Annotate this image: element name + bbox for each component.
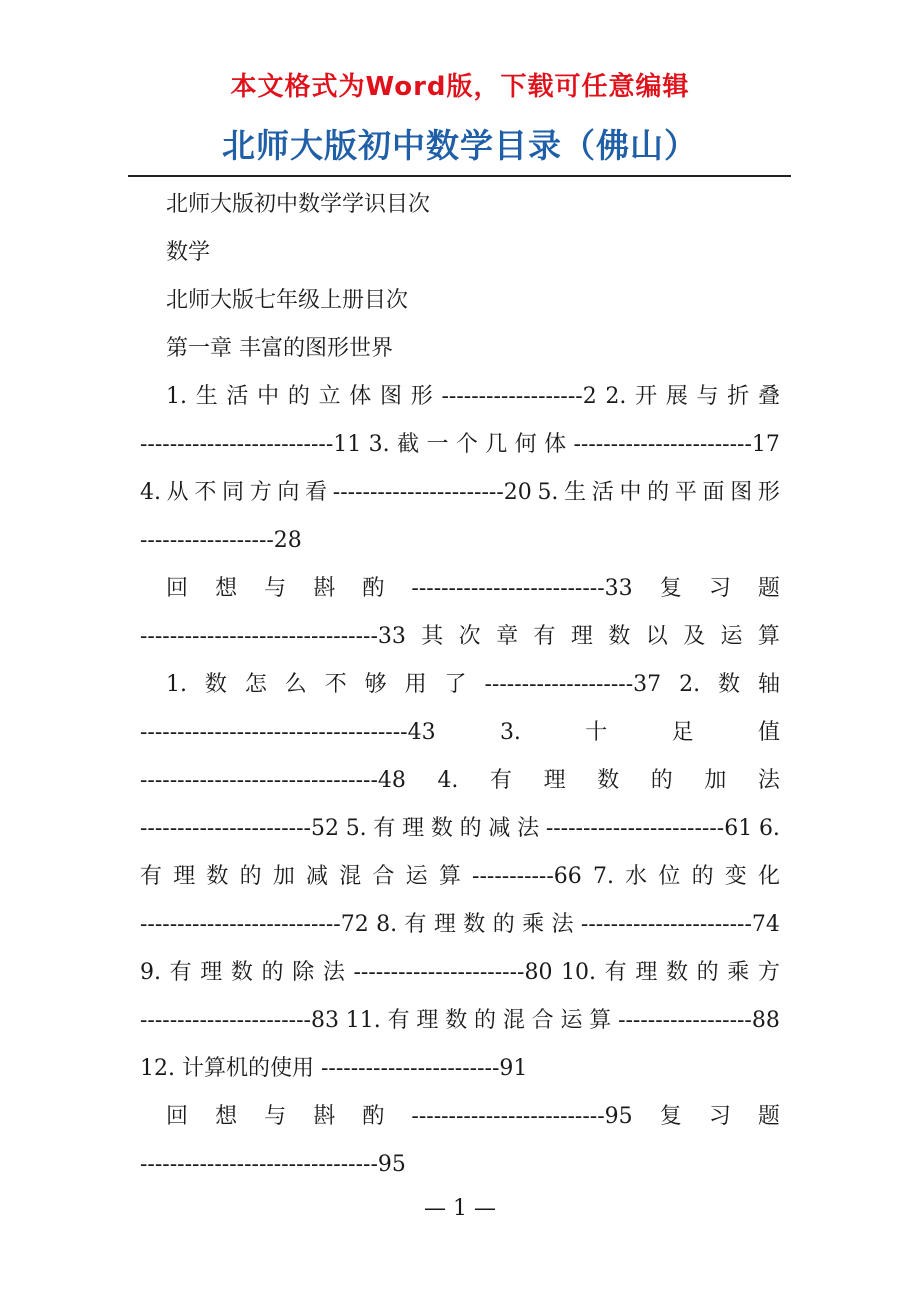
- toc-token: 算: [757, 624, 780, 649]
- toc-token: --------------------------------48: [140, 768, 406, 793]
- toc-token: 中: [257, 384, 280, 409]
- toc-token: 6.: [758, 816, 780, 841]
- toc-token: 的: [459, 816, 482, 841]
- toc-token: 用: [404, 672, 427, 697]
- toc-token: 向: [277, 480, 300, 505]
- toc-token: 的: [239, 864, 262, 889]
- toc-token: 理: [635, 960, 658, 985]
- toc-token: 斟: [313, 1104, 336, 1129]
- toc-token: 平: [674, 480, 697, 505]
- toc-line: [166, 382, 780, 412]
- toc-token: 乘: [522, 912, 545, 937]
- toc-token: 生: [564, 480, 587, 505]
- toc-token: 个: [455, 432, 478, 457]
- toc-token: 不: [324, 672, 347, 697]
- toc-token: -----------------------20: [332, 480, 532, 505]
- toc-token: -------------------2: [441, 384, 597, 409]
- toc-token: 5.: [537, 480, 559, 505]
- toc-token: 习: [708, 576, 731, 601]
- toc-token: 足: [671, 720, 694, 745]
- toc-token: 有: [169, 960, 192, 985]
- toc-token: 合: [531, 1008, 554, 1033]
- toc-token: --------------------------------95: [140, 1152, 406, 1177]
- toc-token: 数: [445, 1008, 468, 1033]
- toc-token: 形: [410, 384, 433, 409]
- toc-token: 理: [402, 816, 425, 841]
- toc-token: 数: [463, 912, 486, 937]
- toc-token: 2.: [605, 384, 627, 409]
- toc-token: 数: [608, 624, 631, 649]
- toc-token: 回: [166, 1104, 189, 1129]
- toc-token: 8.: [376, 912, 398, 937]
- toc-token: 变: [724, 864, 747, 889]
- toc-token: 的: [261, 960, 284, 985]
- toc-token: 1.: [166, 672, 187, 697]
- toc-token: 体: [349, 384, 372, 409]
- toc-token: 的: [287, 384, 310, 409]
- toc-token: 活: [226, 384, 249, 409]
- toc-token: 活: [591, 480, 614, 505]
- toc-token: 有: [373, 816, 396, 841]
- toc-token: 运: [720, 624, 743, 649]
- toc-token: 加: [272, 864, 295, 889]
- toc-token: 面: [702, 480, 725, 505]
- toc-token: 与: [264, 576, 287, 601]
- toc-token: 数: [230, 960, 253, 985]
- toc-token: 题: [757, 1104, 780, 1129]
- toc-line: [166, 574, 780, 604]
- toc-line: [140, 526, 780, 556]
- toc-line: [140, 1150, 780, 1180]
- toc-token: 与: [264, 1104, 287, 1129]
- toc-token: 混: [502, 1008, 525, 1033]
- toc-line: [140, 814, 780, 844]
- toc-token: ---------------------------72: [140, 912, 369, 937]
- toc-token: 习: [708, 1104, 731, 1129]
- chapter-heading: 第一章 丰富的图形世界: [166, 336, 393, 361]
- toc-token: 截: [397, 432, 420, 457]
- volume-heading: 北师大版七年级上册目次: [166, 288, 409, 313]
- toc-token: 运: [405, 864, 428, 889]
- toc-token: 一: [426, 432, 449, 457]
- toc-token: 够: [364, 672, 387, 697]
- toc-token: 开: [635, 384, 658, 409]
- toc-token: -----------------------80: [353, 960, 553, 985]
- toc-token: 数: [204, 672, 227, 697]
- toc-token: 值: [757, 720, 780, 745]
- toc-token: 轴: [757, 672, 780, 697]
- toc-token: 复: [659, 1104, 682, 1129]
- intro-line: 北师大版初中数学学识目次: [166, 192, 431, 217]
- toc-token: 怎: [244, 672, 267, 697]
- toc-token: 法: [757, 768, 780, 793]
- toc-token: 图: [730, 480, 753, 505]
- toc-token: --------------------------95: [411, 1104, 633, 1129]
- toc-token: 同: [222, 480, 245, 505]
- toc-token: --------------------------------33: [140, 624, 406, 649]
- toc-token: 4.: [140, 480, 161, 505]
- title-divider: [128, 175, 791, 177]
- toc-line: [140, 1054, 780, 1084]
- toc-token: 形: [757, 480, 780, 505]
- toc-token: 11.: [345, 1008, 381, 1033]
- toc-token: 位: [658, 864, 681, 889]
- toc-line: [140, 958, 780, 988]
- toc-token: 与: [696, 384, 719, 409]
- toc-token: 3.: [368, 432, 390, 457]
- toc-line: [140, 430, 780, 460]
- toc-token: 法: [517, 816, 540, 841]
- toc-token: 除: [292, 960, 315, 985]
- toc-token: 方: [757, 960, 780, 985]
- page-number: — 1 —: [424, 1196, 496, 1221]
- toc-token: --------------------------33: [411, 576, 633, 601]
- toc-line: [140, 862, 780, 892]
- toc-line: [166, 670, 780, 700]
- toc-token: 乘: [727, 960, 750, 985]
- toc-token: 想: [215, 576, 238, 601]
- toc-token: 么: [284, 672, 307, 697]
- toc-token: 理: [570, 624, 593, 649]
- toc-token: 7.: [592, 864, 614, 889]
- toc-token: 章: [496, 624, 519, 649]
- toc-token: ------------------88: [618, 1008, 780, 1033]
- toc-token: 12. 计算机的使用 ------------------------91: [140, 1056, 528, 1081]
- toc-token: 合: [372, 864, 395, 889]
- toc-token: 减: [488, 816, 511, 841]
- toc-token: 理: [416, 1008, 439, 1033]
- toc-token: 展: [665, 384, 688, 409]
- toc-token: ------------------------------------43: [140, 720, 436, 745]
- toc-token: 数: [597, 768, 620, 793]
- toc-line: [140, 718, 780, 748]
- toc-token: 理: [200, 960, 223, 985]
- toc-token: 从: [166, 480, 189, 505]
- toc-token: 及: [683, 624, 706, 649]
- toc-token: 有: [490, 768, 513, 793]
- toc-token: 回: [166, 576, 189, 601]
- toc-token: -----------------------83: [140, 1008, 339, 1033]
- toc-token: 生: [195, 384, 218, 409]
- toc-token: 几: [485, 432, 508, 457]
- toc-token: 减: [306, 864, 329, 889]
- toc-token: 十: [585, 720, 608, 745]
- toc-token: 4.: [437, 768, 459, 793]
- toc-line: [140, 1006, 780, 1036]
- toc-token: 法: [322, 960, 345, 985]
- toc-token: 理: [433, 912, 456, 937]
- toc-token: 数: [206, 864, 229, 889]
- toc-token: 折: [727, 384, 750, 409]
- toc-token: 的: [696, 960, 719, 985]
- toc-token: 不: [194, 480, 217, 505]
- toc-line: [140, 622, 780, 652]
- toc-token: 看: [305, 480, 328, 505]
- toc-token: 的: [474, 1008, 497, 1033]
- toc-token: 酌: [362, 576, 385, 601]
- toc-line: [140, 910, 780, 940]
- toc-token: -----------------------52: [140, 816, 339, 841]
- toc-token: 图: [380, 384, 403, 409]
- toc-token: 中: [619, 480, 642, 505]
- toc-token: 混: [339, 864, 362, 889]
- toc-line: [140, 766, 780, 796]
- toc-token: 想: [215, 1104, 238, 1129]
- toc-token: 算: [438, 864, 461, 889]
- toc-token: 立: [318, 384, 341, 409]
- toc-token: 题: [757, 576, 780, 601]
- toc-token: --------------------37: [484, 672, 662, 697]
- page-title: 北师大版初中数学目录（佛山）: [222, 126, 698, 165]
- toc-token: -----------------------74: [580, 912, 780, 937]
- toc-token: ------------------28: [140, 528, 302, 553]
- toc-token: 10.: [561, 960, 597, 985]
- toc-token: 何: [514, 432, 537, 457]
- toc-token: 有: [533, 624, 556, 649]
- toc-token: 5.: [345, 816, 367, 841]
- toc-token: 有: [604, 960, 627, 985]
- toc-line: [140, 478, 780, 508]
- toc-token: 数: [665, 960, 688, 985]
- toc-token: 的: [647, 480, 670, 505]
- toc-token: 的: [691, 864, 714, 889]
- toc-token: 法: [551, 912, 574, 937]
- toc-token: 酌: [362, 1104, 385, 1129]
- toc-token: 加: [704, 768, 727, 793]
- toc-token: 次: [458, 624, 481, 649]
- toc-token: 2.: [679, 672, 701, 697]
- toc-token: 其: [421, 624, 444, 649]
- toc-token: 的: [650, 768, 673, 793]
- toc-token: 有: [404, 912, 427, 937]
- toc-token: 数: [430, 816, 453, 841]
- toc-token: 了: [444, 672, 467, 697]
- download-banner: 本文格式为Word版，下载可任意编辑: [230, 72, 690, 102]
- toc-token: 理: [173, 864, 196, 889]
- toc-token: ------------------------61: [545, 816, 753, 841]
- toc-token: 方: [249, 480, 272, 505]
- toc-token: --------------------------11: [140, 432, 362, 457]
- toc-token: 以: [645, 624, 668, 649]
- toc-token: 理: [543, 768, 566, 793]
- toc-token: 有: [140, 864, 163, 889]
- subject-line: 数学: [166, 240, 211, 265]
- toc-line: [166, 1102, 780, 1132]
- toc-token: 复: [659, 576, 682, 601]
- toc-token: 3.: [499, 720, 521, 745]
- toc-token: 体: [544, 432, 567, 457]
- toc-token: 运: [560, 1008, 583, 1033]
- toc-token: 数: [718, 672, 741, 697]
- toc-token: 算: [589, 1008, 612, 1033]
- toc-token: 叠: [757, 384, 780, 409]
- toc-token: 的: [492, 912, 515, 937]
- toc-token: 斟: [313, 576, 336, 601]
- toc-token: 有: [387, 1008, 410, 1033]
- toc-token: 9.: [140, 960, 161, 985]
- toc-token: -----------66: [472, 864, 582, 889]
- toc-token: 水: [625, 864, 648, 889]
- toc-token: 1.: [166, 384, 187, 409]
- toc-token: ------------------------17: [573, 432, 780, 457]
- toc-token: 化: [757, 864, 780, 889]
